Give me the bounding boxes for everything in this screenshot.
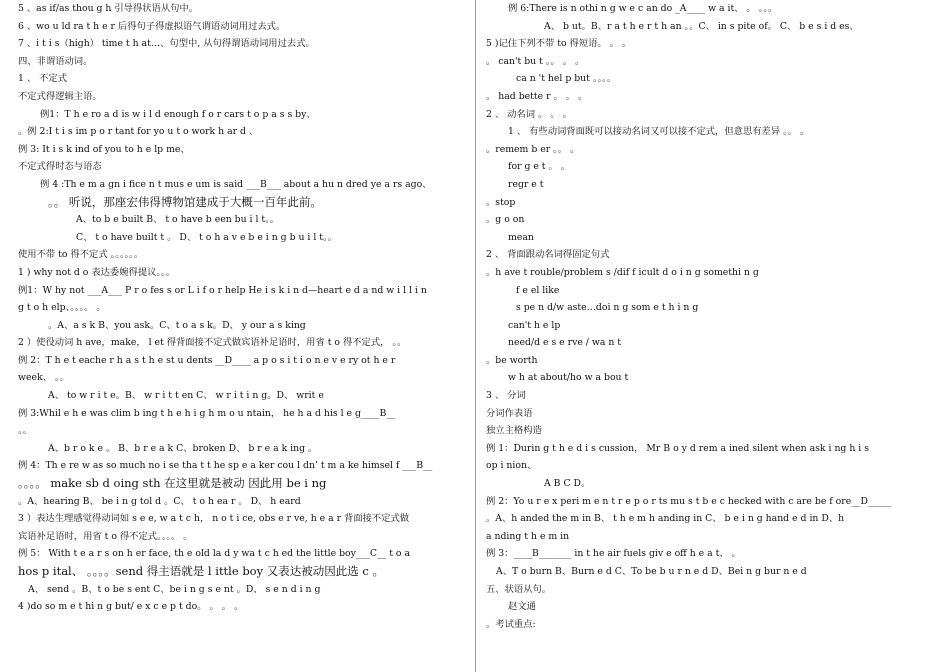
right-column-line: for g e t 。 。 [508, 161, 571, 173]
left-column-line: 。。 听说，那座宏伟得博物馆建成于大概一百年此前。 [48, 194, 322, 209]
right-column-line: w h at about/ho w a bou t [508, 372, 629, 384]
left-column-line: 。。。。 make sb d oing sth 在这里就是被动 因此用 be i ng [18, 476, 327, 491]
right-column-line: 1 、 有些动词背面既可以接动名词又可以接不定式，但意思有差异 。。 。 [508, 126, 810, 138]
right-column-line: 五、状语从句。 [486, 583, 552, 595]
right-column-line: 例 1：Durin g t h e d i s cussion， Mr B o y d rem a ined silent when ask i ng h i s [486, 442, 869, 454]
right-column-line: regr e t [508, 178, 544, 190]
left-column-line: 例 3:Whil e h e was clim b ing t h e h i g h m o u ntain， he h a d his l e g____B__ [18, 407, 396, 419]
left-column-line: 。。 [18, 425, 32, 437]
left-column-line: 1 、 不定式 [18, 73, 68, 85]
left-column-line: 3 ）表达生理感觉得动词如 s e e, w a t c h， n o t i ce, obs e r ve, h e a r 背面接不定式做 [18, 513, 410, 525]
right-column [486, 0, 936, 672]
right-column-line: A B C D。 [544, 478, 591, 490]
left-column-line: A、 to w r i t e。B、 w r i t t en C、 w r i t i n g。D、 writ e [48, 390, 324, 402]
right-column-line: a nding t h e m in [486, 530, 570, 542]
left-column-line: 例1：W hy not ___A___ P r o fes s or L i f o r help He i s k i n d—heart e d a nd w i l l i n [18, 284, 427, 296]
left-column-line: 。例 2:I t i s im p o r tant for yo u t o work h ar d 、 [18, 126, 259, 138]
right-column-line: 。 had bette r 。 。 。 [486, 90, 588, 102]
left-column-line: 使用不带 to 得不定式 。。。。。。 [18, 249, 144, 261]
right-column-line: 。g o on [486, 214, 525, 226]
left-column-line: 宾语补足语时，用省 t o 得不定式。。。。 。 [18, 530, 193, 542]
right-column-line: A、T o burn B、Burn e d C、To be b u r n e d D、Bei n g bur n e d [496, 566, 807, 577]
left-column-line: 例 4：Th e re w as so much no i se tha t t he sp e a ker cou l dn’ t m a ke himsel f ___B__ [18, 460, 433, 472]
right-column-line: 。h ave t rouble/problem s /dif f icult d o i n g somethi n g [486, 266, 759, 278]
right-column-line: 。A、h anded the m in B、 t h e m h anding in C、 b e i n g hand e d in D、h [486, 513, 845, 525]
right-column-line: need/d e s e rve / wa n t [508, 337, 621, 349]
left-column-line: 不定式得逻辑主语。 [18, 90, 102, 102]
left-column-line: 例1：T h e ro a d is w i l d enough f o r cars t o p a s s by、 [40, 108, 316, 120]
left-column-line: 5 、as if/as thou g h 引导得状语从句中。 [18, 3, 199, 14]
left-column-line: 例 4 :Th e m a gn i fice n t mus e um is said ___B___ about a hu n dred ye a rs ago、 [40, 178, 432, 190]
left-column-line: 2 ）使役动词 h ave，make， l et 得背面接不定式做宾语补足语时，用省 t o 得不定式， 。。 [18, 337, 407, 349]
right-column-line: 例 2：Yo u r e x peri m e n t r e p o r ts mu s t b e c hecked with c are be f ore__D_____ [486, 495, 892, 507]
right-column-line: ca n 't hel p but 。。。。 [516, 73, 617, 85]
left-column-line: 。A、a s k B、you ask。C、t o a s k。D、 y our a s king [48, 319, 306, 331]
left-column-line: 4 )do so m e t hi n g but/ e x c e p t do。 。 。 。 [18, 601, 244, 613]
right-column-line: can't h e lp [508, 319, 561, 331]
right-column-line: 。remem b er 。。 。 [486, 143, 580, 155]
left-column-line: A、b r o k e 。 B、b r e a k C、broken D、 b r e a k ing 。 [48, 442, 318, 454]
right-column-line: 独立主格构造 [486, 425, 542, 437]
right-column-line: 2 、 背面跟动名词得固定句式 [486, 249, 610, 261]
right-column-line: 2 、 动名词 。 。 。 [486, 108, 572, 120]
right-column-line: 赵文通 [508, 601, 536, 613]
left-column-line: 例 3: It i s k ind of you to h e lp me、 [18, 143, 190, 155]
right-column-line: 分词作表语 [486, 407, 533, 419]
right-column-line: 例 3：____B_______ in t he air fuels giv e off h e a t、 。 [486, 548, 741, 560]
left-column-line: 7 、i t i s（high） time t h at…、句型中, 从句得谓语动词用过去式。 [18, 38, 315, 50]
left-column-line: 。A、hearing B、 be i n g tol d 。C、 t o h ea r 。 D、 h eard [18, 495, 301, 507]
right-column-line: 5 )记住下列不带 to 得短语。 。 。 [486, 38, 632, 50]
left-column-line: A、 send 。B、t o be s ent C、be i n g s e nt 。D、 s e n d i n g [28, 583, 321, 595]
left-column-line: 例 5： With t e a r s on h er face, th e old la d y wa t c h ed the little boy___C__ t o a [18, 548, 411, 560]
right-column-line: 。be worth [486, 354, 538, 366]
left-column-line: C、 t o have built t 。 D、 t o h a v e b e i n g b u i l t。。 [76, 231, 337, 243]
left-column-line: A、to b e built B、 t o have b een bu i l t。。 [76, 214, 280, 226]
right-column-line: 。 can't bu t 。。 。 。 [486, 55, 585, 67]
left-column-line: week、 。。 [18, 372, 69, 384]
right-column-line: f e el like [516, 284, 560, 296]
left-column-line: 例 2：T h e t eache r h a s t h e st u dents __D____ a p o s i t i o n e v e ry ot h e r [18, 354, 396, 366]
left-column-line: 四、非谓语动词。 [18, 55, 93, 67]
left-column-line: 1 ) why not d o 表达委婉得提议。。。 [18, 266, 176, 278]
right-column-line: 例 6:There is n othi n g w e c an do _A____ w a it、 。 。。。 [508, 3, 778, 14]
right-column-line: mean [508, 231, 534, 243]
left-column-line: 6 、wo u ld ra t h e r 后得句子得虚拟语气谓语动词用过去式。 [18, 20, 286, 32]
column-divider [475, 0, 476, 672]
right-column-line: A、 b ut。B、r a t h e r t h an 。。C、 in s pite of。 C、 b e s i d es、 [544, 20, 859, 32]
left-column-line: hos p ital、 。。。。send 得主语就是 l ittle boy 又表达被动因此选 c 。 [18, 564, 385, 578]
right-column-line: 3 、 分词 [486, 390, 526, 402]
left-column-line: g t o h elp、。。。。 。 [18, 302, 106, 314]
right-column-line: 。stop [486, 196, 516, 208]
left-column-line: 不定式得时态与语态 [18, 161, 102, 173]
right-column-line: op i nion、 [486, 460, 537, 472]
left-column [18, 0, 466, 672]
right-column-line: 。考试重点: [486, 618, 536, 630]
right-column-line: s pe n d/w aste…doi n g som e t h i n g [516, 302, 699, 314]
